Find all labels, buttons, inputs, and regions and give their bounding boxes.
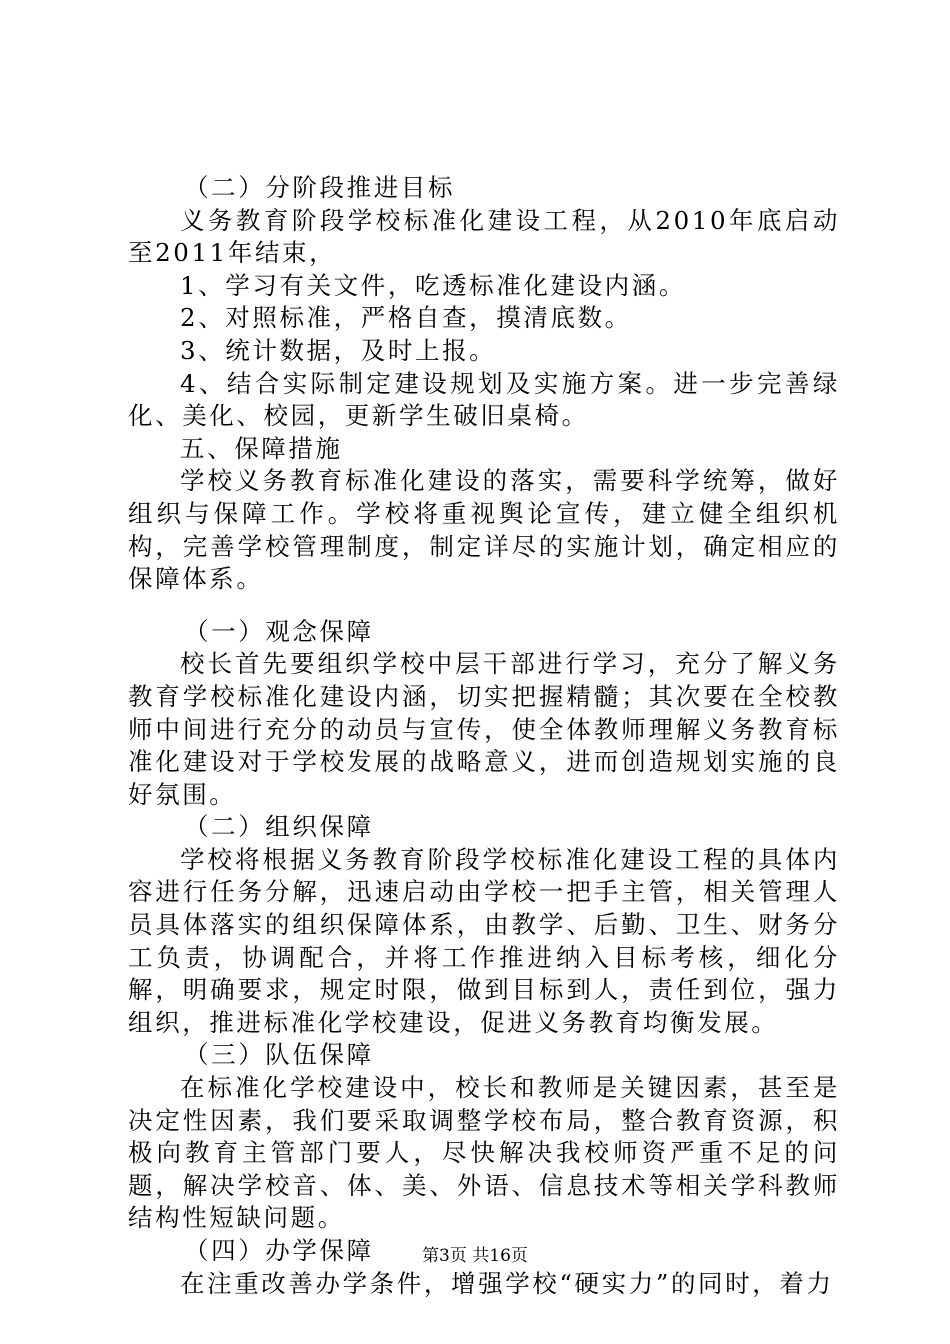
heading-organization-safeguard: （二）组织保障 <box>184 812 374 842</box>
paragraph-project-timeline: 义务教育阶段学校标准化建设工程，从2010年底启动至2011年结束， <box>128 205 840 268</box>
paragraph-school-running-safeguard: 在注重改善办学条件，增强学校“硬实力”的同时，着力 <box>180 1268 834 1298</box>
section-heading-safeguards: 五、保障措施 <box>180 433 343 463</box>
paragraph-organization-safeguard: 学校将根据义务教育阶段学校标准化建设工程的具体内容进行任务分解，迅速启动由学校一把手主管，相关管理人员具体落实的组织保障体系，由教学、后勤、卫生、财务分工负责，协调配合，并将工作推进纳入目标考核，细化分解，明确要求，规定时限，做到目标到人，责任到位，强力组织，推进标准化学校建设，促进义务教育均衡发展。 <box>128 844 840 1037</box>
list-item-4: 4、结合实际制定建设规划及实施方案。进一步完善绿化、美化、校园，更新学生破旧桌椅。 <box>128 368 840 431</box>
document-body <box>128 172 840 1300</box>
heading-staff-safeguard: （三）队伍保障 <box>184 1040 374 1070</box>
paragraph-staff-safeguard: 在标准化学校建设中，校长和教师是关键因素，甚至是决定性因素，我们要采取调整学校布局，整合教育资源，积极向教育主管部门要人，尽快解决我校师资严重不足的问题，解决学校音、体、美、外语、信息技术等相关学科教师结构性短缺问题。 <box>128 1073 840 1233</box>
list-item-1: 1、学习有关文件，吃透标准化建设内涵。 <box>180 270 686 300</box>
list-item-3: 3、统计数据，及时上报。 <box>180 335 497 365</box>
paragraph-concept-safeguard: 校长首先要组织学校中层干部进行学习，充分了解义务教育学校标准化建设内涵，切实把握精髓；其次要在全校教师中间进行充分的动员与宣传，使全体教师理解义务教育标准化建设对于学校发展的战略意义，进而创造规划实施的良好氛围。 <box>128 649 840 809</box>
heading-phased-goals: （二）分阶段推进目标 <box>184 173 455 202</box>
list-item-2: 2、对照标准，严格自查，摸清底数。 <box>180 303 632 333</box>
heading-concept-safeguard: （一）观念保障 <box>184 616 374 646</box>
paragraph-safeguards-intro: 学校义务教育标准化建设的落实，需要科学统筹，做好组织与保障工作。学校将重视舆论宣传，建立健全组织机构，完善学校管理制度，制定详尽的实施计划，确定相应的保障体系。 <box>128 466 840 594</box>
page-number-footer: 第3页 共16页 <box>422 1246 528 1266</box>
heading-school-running-safeguard: （四）办学保障 <box>184 1236 374 1265</box>
